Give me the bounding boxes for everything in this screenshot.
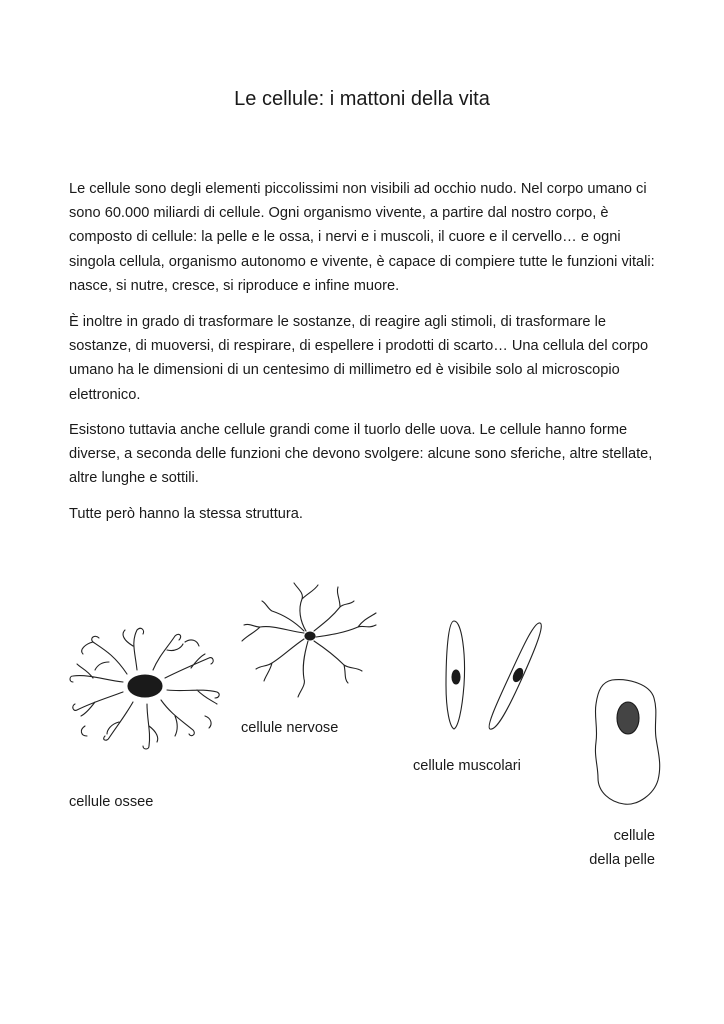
paragraph-intro: Le cellule sono degli elementi piccolissimi non visibili ad occhio nudo. Nel corpo umano ci sono 60.000 miliardi di cellule. Ogni organismo vivente, a partire dal nostro corpo, è composto di cellule: la pelle e le ossa, i nervi e i muscoli, il cuore e il cervello… e ogni singola cellula, organismo autonomo e vivente, è capace di compiere tutte le funzioni vitali: nasce, si nutre, cresce, si riproduce e infine muore. xyxy=(69,181,655,294)
paragraph-shapes: Esistono tuttavia anche cellule grandi come il tuorlo delle uova. Le cellule hanno forme diverse, a seconda delle funzioni che devono svolgere: alcune sono sferiche, altre stellate, altre lunghe e sottili. xyxy=(69,422,653,487)
paragraph-structure: Tutte però hanno la stessa struttura. xyxy=(69,506,303,522)
caption-bone-cells: cellule ossee xyxy=(69,794,154,810)
caption-muscle-cells: cellule muscolari xyxy=(413,758,521,774)
skin-cell-icon xyxy=(592,676,664,820)
caption-nerve-cells: cellule nervose xyxy=(241,720,339,736)
caption-skin-cells-line1: cellule xyxy=(613,828,655,844)
paragraph-functions: È inoltre in grado di trasformare le sostanze, di reagire agli stimoli, di trasformare le sostanze, di muoversi, di respirare, di espellere i prodotti di scarto… Una cellula del corpo umano ha le dimensioni di un centesimo di millimetro ed è visibile solo al microscopio elettronico. xyxy=(69,314,649,403)
caption-skin-cells xyxy=(589,824,655,872)
bone-cell-icon xyxy=(55,618,235,758)
caption-skin-cells-line2: della pelle xyxy=(589,852,655,868)
muscle-cell-icon xyxy=(430,615,555,740)
page-title: Le cellule: i mattoni della vita xyxy=(234,88,490,110)
nerve-cell-icon xyxy=(230,580,390,700)
